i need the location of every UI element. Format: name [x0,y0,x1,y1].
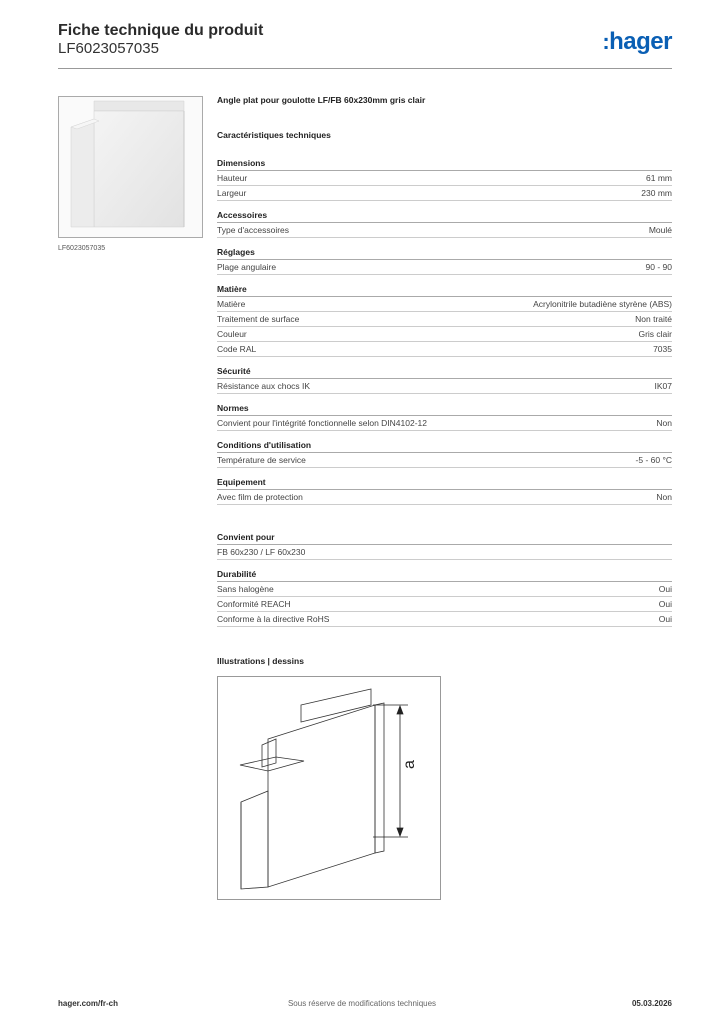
header-divider [58,68,672,69]
footer-website[interactable]: hager.com/fr-ch [58,999,119,1008]
spec-section [217,365,672,394]
spec-label: Plage angulaire [217,262,277,272]
spec-row [217,171,672,186]
spec-section [217,439,672,468]
spec-value: Oui [658,614,672,624]
spec-label: Sans halogène [217,584,274,594]
spec-row [217,186,672,201]
spec-section [217,402,672,431]
spec-section [217,283,672,357]
photo-caption: LF6023057035 [58,245,106,252]
logo-text: hager [609,28,672,55]
spec-value: 61 mm [646,173,672,183]
spec-row [217,612,672,627]
section-title: Durabilité [217,568,672,582]
section-title: Accessoires [217,209,672,223]
spec-row [217,453,672,468]
section-title: Normes [217,402,672,416]
spec-value: -5 - 60 °C [635,455,672,465]
spec-label: Hauteur [217,173,248,183]
section-title: Equipement [217,476,672,490]
spec-value: Acrylonitrile butadiène styrène (ABS) [533,299,672,309]
section-title: Réglages [217,246,672,260]
page-title: Fiche technique du produit [58,22,264,39]
spec-value: 90 - 90 [645,262,672,272]
spec-value: 230 mm [641,188,672,198]
spec-value: Moulé [648,225,672,235]
spec-label: Largeur [217,188,247,198]
spec-section [217,209,672,238]
specifications [217,95,672,635]
spec-label: Traitement de surface [217,314,300,324]
spec-label: Avec film de protection [217,492,303,502]
spec-row [217,582,672,597]
spec-row [217,327,672,342]
product-photo-image [59,97,202,237]
spec-value: 7035 [653,344,672,354]
spec-row [217,260,672,275]
product-reference: LF6023057035 [58,40,159,57]
footer-date: 05.03.2026 [631,999,672,1008]
section-title: Sécurité [217,365,672,379]
spec-label: Code RAL [217,344,257,354]
spec-row [217,545,672,560]
spec-section [217,157,672,201]
footer-disclaimer: Sous réserve de modifications techniques [287,999,437,1008]
spec-value: IK07 [654,381,672,391]
product-name: Angle plat pour goulotte LF/FB 60x230mm gris clair [217,95,426,105]
dimension-label: a [401,760,418,769]
drawing-svg [218,677,440,899]
spec-value: Gris clair [638,329,672,339]
spec-section [217,476,672,505]
section-title: Convient pour [217,531,672,545]
spec-value: Oui [658,584,672,594]
spec-label: Couleur [217,329,247,339]
section-gap [217,513,672,531]
spec-row [217,342,672,357]
spec-value: Oui [658,599,672,609]
spec-label: FB 60x230 / LF 60x230 [217,547,306,557]
spec-section [217,246,672,275]
spec-label: Résistance aux chocs IK [217,381,311,391]
spec-row [217,416,672,431]
spec-sections-secondary [217,531,672,627]
spec-section [217,568,672,627]
spec-row [217,312,672,327]
section-title: Conditions d'utilisation [217,439,672,453]
spec-label: Matière [217,299,246,309]
spec-value: Non traité [635,314,672,324]
section-title: Dimensions [217,157,672,171]
section-title: Matière [217,283,672,297]
spec-value: Non [656,418,672,428]
hager-logo: :hager [602,28,672,55]
spec-row [217,223,672,238]
spec-label: Température de service [217,455,306,465]
technical-drawing [217,676,441,900]
specs-heading: Caractéristiques techniques [217,130,331,140]
spec-sections [217,157,672,505]
spec-section [217,531,672,560]
spec-value: Non [656,492,672,502]
spec-label: Convient pour l'intégrité fonctionnelle selon DIN4102-12 [217,418,428,428]
product-photo [58,96,203,238]
spec-label: Conformité REACH [217,599,291,609]
illustrations-title: Illustrations | dessins [217,656,304,666]
spec-row [217,597,672,612]
spec-row [217,297,672,312]
spec-label: Conforme à la directive RoHS [217,614,330,624]
spec-row [217,379,672,394]
spec-row [217,490,672,505]
spec-label: Type d'accessoires [217,225,290,235]
